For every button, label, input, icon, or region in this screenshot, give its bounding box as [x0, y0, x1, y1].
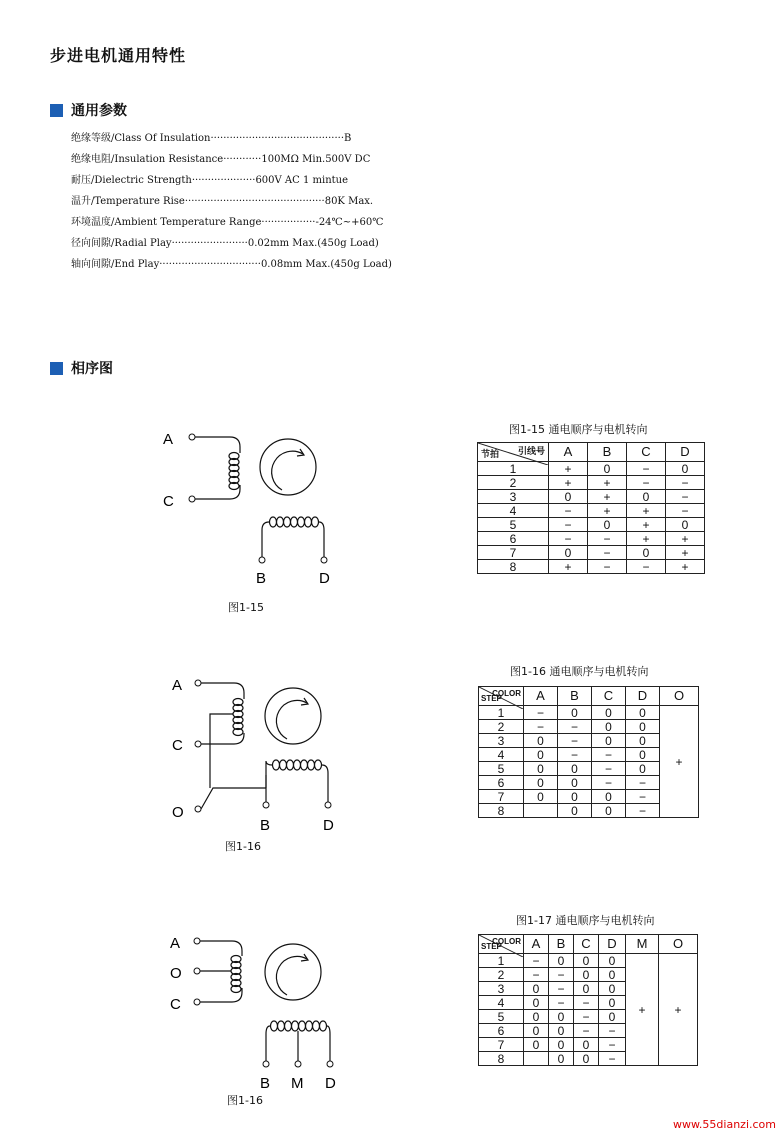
step-cell: 2	[479, 720, 524, 734]
lead-label-d: D	[325, 1075, 336, 1092]
step-cell: 7	[479, 1038, 524, 1052]
value-cell: 0	[549, 490, 588, 504]
value-cell: 0	[558, 776, 592, 790]
param-line: 环境温度/Ambient Temperature Range·················-24℃~+60℃	[71, 217, 384, 228]
wiring-diagram-1	[150, 420, 350, 595]
step-cell: 7	[479, 790, 524, 804]
table-row	[478, 560, 705, 574]
col-header: C	[574, 935, 599, 954]
col-header: D	[626, 687, 660, 706]
value-cell: 0	[558, 706, 592, 720]
value-cell: −	[549, 518, 588, 532]
value-cell: 0	[592, 706, 626, 720]
value-cell: −	[549, 504, 588, 518]
value-cell: 0	[524, 748, 558, 762]
value-cell: −	[626, 790, 660, 804]
phase-table-3	[478, 934, 698, 1066]
value-cell: 0	[666, 462, 705, 476]
param-line: 绝缘等级/Class Of Insulation··········································B	[71, 133, 352, 144]
value-cell: 0	[627, 546, 666, 560]
section-params-heading	[50, 100, 127, 120]
value-cell: 0	[599, 996, 626, 1010]
value-cell: −	[524, 968, 549, 982]
value-cell: 0	[574, 1038, 599, 1052]
value-cell: −	[574, 1010, 599, 1024]
col-header: O	[660, 687, 699, 706]
lead-label-o: O	[170, 965, 182, 982]
col-header: A	[549, 443, 588, 462]
diagram-caption: 图1-16	[227, 1094, 263, 1107]
corner-bottom-label: 节拍	[481, 449, 500, 459]
value-cell: 0	[524, 790, 558, 804]
step-cell: 5	[479, 762, 524, 776]
value-cell: +	[588, 476, 627, 490]
wiring-diagram-3	[150, 925, 350, 1095]
col-header: M	[626, 935, 659, 954]
table-caption: 图1-17 通电顺序与电机转向	[516, 914, 655, 927]
param-line: 绝缘电阻/Insulation Resistance············100MΩ Min.500V DC	[71, 154, 371, 165]
value-cell	[524, 1052, 549, 1066]
value-cell: −	[588, 532, 627, 546]
step-cell: 1	[478, 462, 549, 476]
param-line: 轴向间隙/End Play································0.08mm Max.(450g Load)	[71, 259, 392, 270]
param-line: 耐压/Dielectric Strength····················600V AC 1 mintue	[71, 175, 349, 186]
step-cell: 8	[478, 560, 549, 574]
value-cell: +	[588, 504, 627, 518]
value-cell: 0	[574, 982, 599, 996]
corner-bottom-label: STEP	[481, 694, 502, 703]
table-row	[478, 546, 705, 560]
merged-common-cell: +	[660, 706, 699, 818]
col-header: C	[592, 687, 626, 706]
value-cell: 0	[627, 490, 666, 504]
value-cell: −	[627, 476, 666, 490]
lead-label-c: C	[170, 996, 181, 1013]
step-cell: 8	[479, 804, 524, 818]
step-cell: 5	[478, 518, 549, 532]
corner-header	[479, 687, 524, 706]
step-cell: 1	[479, 706, 524, 720]
value-cell: 0	[599, 968, 626, 982]
section-phase-title: 相序图	[71, 361, 113, 377]
value-cell: −	[592, 776, 626, 790]
lead-label-m: M	[291, 1075, 304, 1092]
col-header: B	[588, 443, 627, 462]
col-header: B	[558, 687, 592, 706]
value-cell: 0	[558, 790, 592, 804]
section-marker-icon	[50, 362, 63, 375]
step-cell: 6	[479, 776, 524, 790]
value-cell: 0	[549, 954, 574, 968]
watermark[interactable]: www.55dianzi.com	[672, 1118, 776, 1131]
value-cell: −	[524, 954, 549, 968]
value-cell: −	[549, 996, 574, 1010]
value-cell: −	[599, 1038, 626, 1052]
value-cell: −	[558, 720, 592, 734]
value-cell: 0	[549, 1010, 574, 1024]
step-cell: 6	[478, 532, 549, 546]
value-cell: 0	[574, 1052, 599, 1066]
value-cell: 0	[549, 1024, 574, 1038]
table-row	[478, 518, 705, 532]
value-cell: −	[666, 490, 705, 504]
diagram-caption: 图1-16	[225, 840, 261, 853]
section-params-title: 通用参数	[71, 103, 127, 119]
param-line: 温升/Temperature Rise············································80K Max.	[71, 196, 374, 207]
value-cell	[524, 804, 558, 818]
value-cell: 0	[599, 954, 626, 968]
value-cell: 0	[626, 762, 660, 776]
value-cell: 0	[549, 546, 588, 560]
value-cell: 0	[666, 518, 705, 532]
table-row	[478, 532, 705, 546]
col-header: O	[659, 935, 698, 954]
table-row	[478, 476, 705, 490]
params-list	[71, 128, 392, 275]
phase-table-1	[477, 442, 705, 574]
value-cell: 0	[574, 968, 599, 982]
section-marker-icon	[50, 104, 63, 117]
step-cell: 4	[479, 996, 524, 1010]
value-cell: 0	[626, 720, 660, 734]
table-caption: 图1-15 通电顺序与电机转向	[509, 423, 648, 436]
value-cell: −	[524, 720, 558, 734]
col-header: D	[599, 935, 626, 954]
corner-header	[479, 935, 524, 954]
value-cell: 0	[524, 1010, 549, 1024]
value-cell: −	[666, 504, 705, 518]
value-cell: −	[627, 560, 666, 574]
diagram-caption: 图1-15	[228, 601, 264, 614]
phase-table-2	[478, 686, 699, 818]
lead-label-a: A	[172, 677, 183, 694]
col-header: B	[549, 935, 574, 954]
value-cell: 0	[588, 462, 627, 476]
value-cell: 0	[524, 996, 549, 1010]
table-row	[478, 490, 705, 504]
page-title: 步进电机通用特性	[50, 46, 187, 65]
value-cell: +	[627, 532, 666, 546]
lead-label-o: O	[172, 804, 184, 821]
step-cell: 5	[479, 1010, 524, 1024]
lead-label-a: A	[170, 935, 181, 952]
step-cell: 2	[479, 968, 524, 982]
corner-top-label: COLOR	[492, 937, 521, 946]
value-cell: 0	[574, 954, 599, 968]
value-cell: +	[549, 462, 588, 476]
step-cell: 1	[479, 954, 524, 968]
value-cell: 0	[599, 982, 626, 996]
col-header: C	[627, 443, 666, 462]
value-cell: −	[574, 996, 599, 1010]
step-cell: 6	[479, 1024, 524, 1038]
value-cell: −	[549, 968, 574, 982]
value-cell: 0	[626, 748, 660, 762]
lead-label-b: B	[256, 570, 267, 587]
step-cell: 4	[478, 504, 549, 518]
value-cell: 0	[524, 762, 558, 776]
value-cell: 0	[626, 706, 660, 720]
lead-label-d: D	[323, 817, 334, 834]
table-row	[478, 504, 705, 518]
value-cell: −	[524, 706, 558, 720]
value-cell: −	[627, 462, 666, 476]
value-cell: +	[588, 490, 627, 504]
merged-common-cell: +	[659, 954, 698, 1066]
value-cell: +	[666, 532, 705, 546]
table-caption: 图1-16 通电顺序与电机转向	[510, 665, 649, 678]
col-header: A	[524, 687, 558, 706]
value-cell: −	[558, 734, 592, 748]
step-cell: 3	[479, 734, 524, 748]
value-cell: 0	[558, 762, 592, 776]
lead-label-c: C	[163, 493, 174, 510]
wiring-diagram-2	[150, 665, 350, 840]
merged-common-cell: +	[626, 954, 659, 1066]
value-cell: 0	[524, 1038, 549, 1052]
step-cell: 7	[478, 546, 549, 560]
value-cell: 0	[558, 804, 592, 818]
step-cell: 2	[478, 476, 549, 490]
value-cell: 0	[524, 776, 558, 790]
corner-bottom-label: STEP	[481, 942, 502, 951]
corner-header	[478, 443, 549, 462]
lead-label-c: C	[172, 737, 183, 754]
value-cell: +	[627, 518, 666, 532]
value-cell: +	[627, 504, 666, 518]
value-cell: 0	[524, 982, 549, 996]
param-line: 径向间隙/Radial Play························0.02mm Max.(450g Load)	[71, 238, 379, 249]
value-cell: −	[592, 762, 626, 776]
value-cell: −	[592, 748, 626, 762]
corner-top-label: COLOR	[492, 689, 521, 698]
value-cell: −	[626, 776, 660, 790]
value-cell: 0	[588, 518, 627, 532]
value-cell: −	[549, 532, 588, 546]
col-header: D	[666, 443, 705, 462]
value-cell: −	[588, 546, 627, 560]
value-cell: −	[599, 1024, 626, 1038]
lead-label-b: B	[260, 817, 271, 834]
section-phase-heading	[50, 358, 113, 378]
lead-label-d: D	[319, 570, 330, 587]
value-cell: −	[558, 748, 592, 762]
corner-top-label: 引线号	[517, 446, 545, 456]
value-cell: −	[666, 476, 705, 490]
col-header: A	[524, 935, 549, 954]
value-cell: 0	[524, 1024, 549, 1038]
value-cell: +	[549, 560, 588, 574]
lead-label-a: A	[163, 431, 174, 448]
value-cell: 0	[549, 1052, 574, 1066]
value-cell: −	[549, 982, 574, 996]
step-cell: 8	[479, 1052, 524, 1066]
value-cell: 0	[549, 1038, 574, 1052]
value-cell: 0	[592, 734, 626, 748]
lead-label-b: B	[260, 1075, 271, 1092]
value-cell: 0	[592, 790, 626, 804]
value-cell: −	[574, 1024, 599, 1038]
value-cell: +	[666, 560, 705, 574]
value-cell: +	[549, 476, 588, 490]
value-cell: 0	[524, 734, 558, 748]
value-cell: 0	[626, 734, 660, 748]
step-cell: 4	[479, 748, 524, 762]
value-cell: +	[666, 546, 705, 560]
value-cell: 0	[592, 804, 626, 818]
step-cell: 3	[479, 982, 524, 996]
value-cell: −	[626, 804, 660, 818]
step-cell: 3	[478, 490, 549, 504]
value-cell: 0	[599, 1010, 626, 1024]
value-cell: −	[588, 560, 627, 574]
value-cell: 0	[592, 720, 626, 734]
value-cell: −	[599, 1052, 626, 1066]
